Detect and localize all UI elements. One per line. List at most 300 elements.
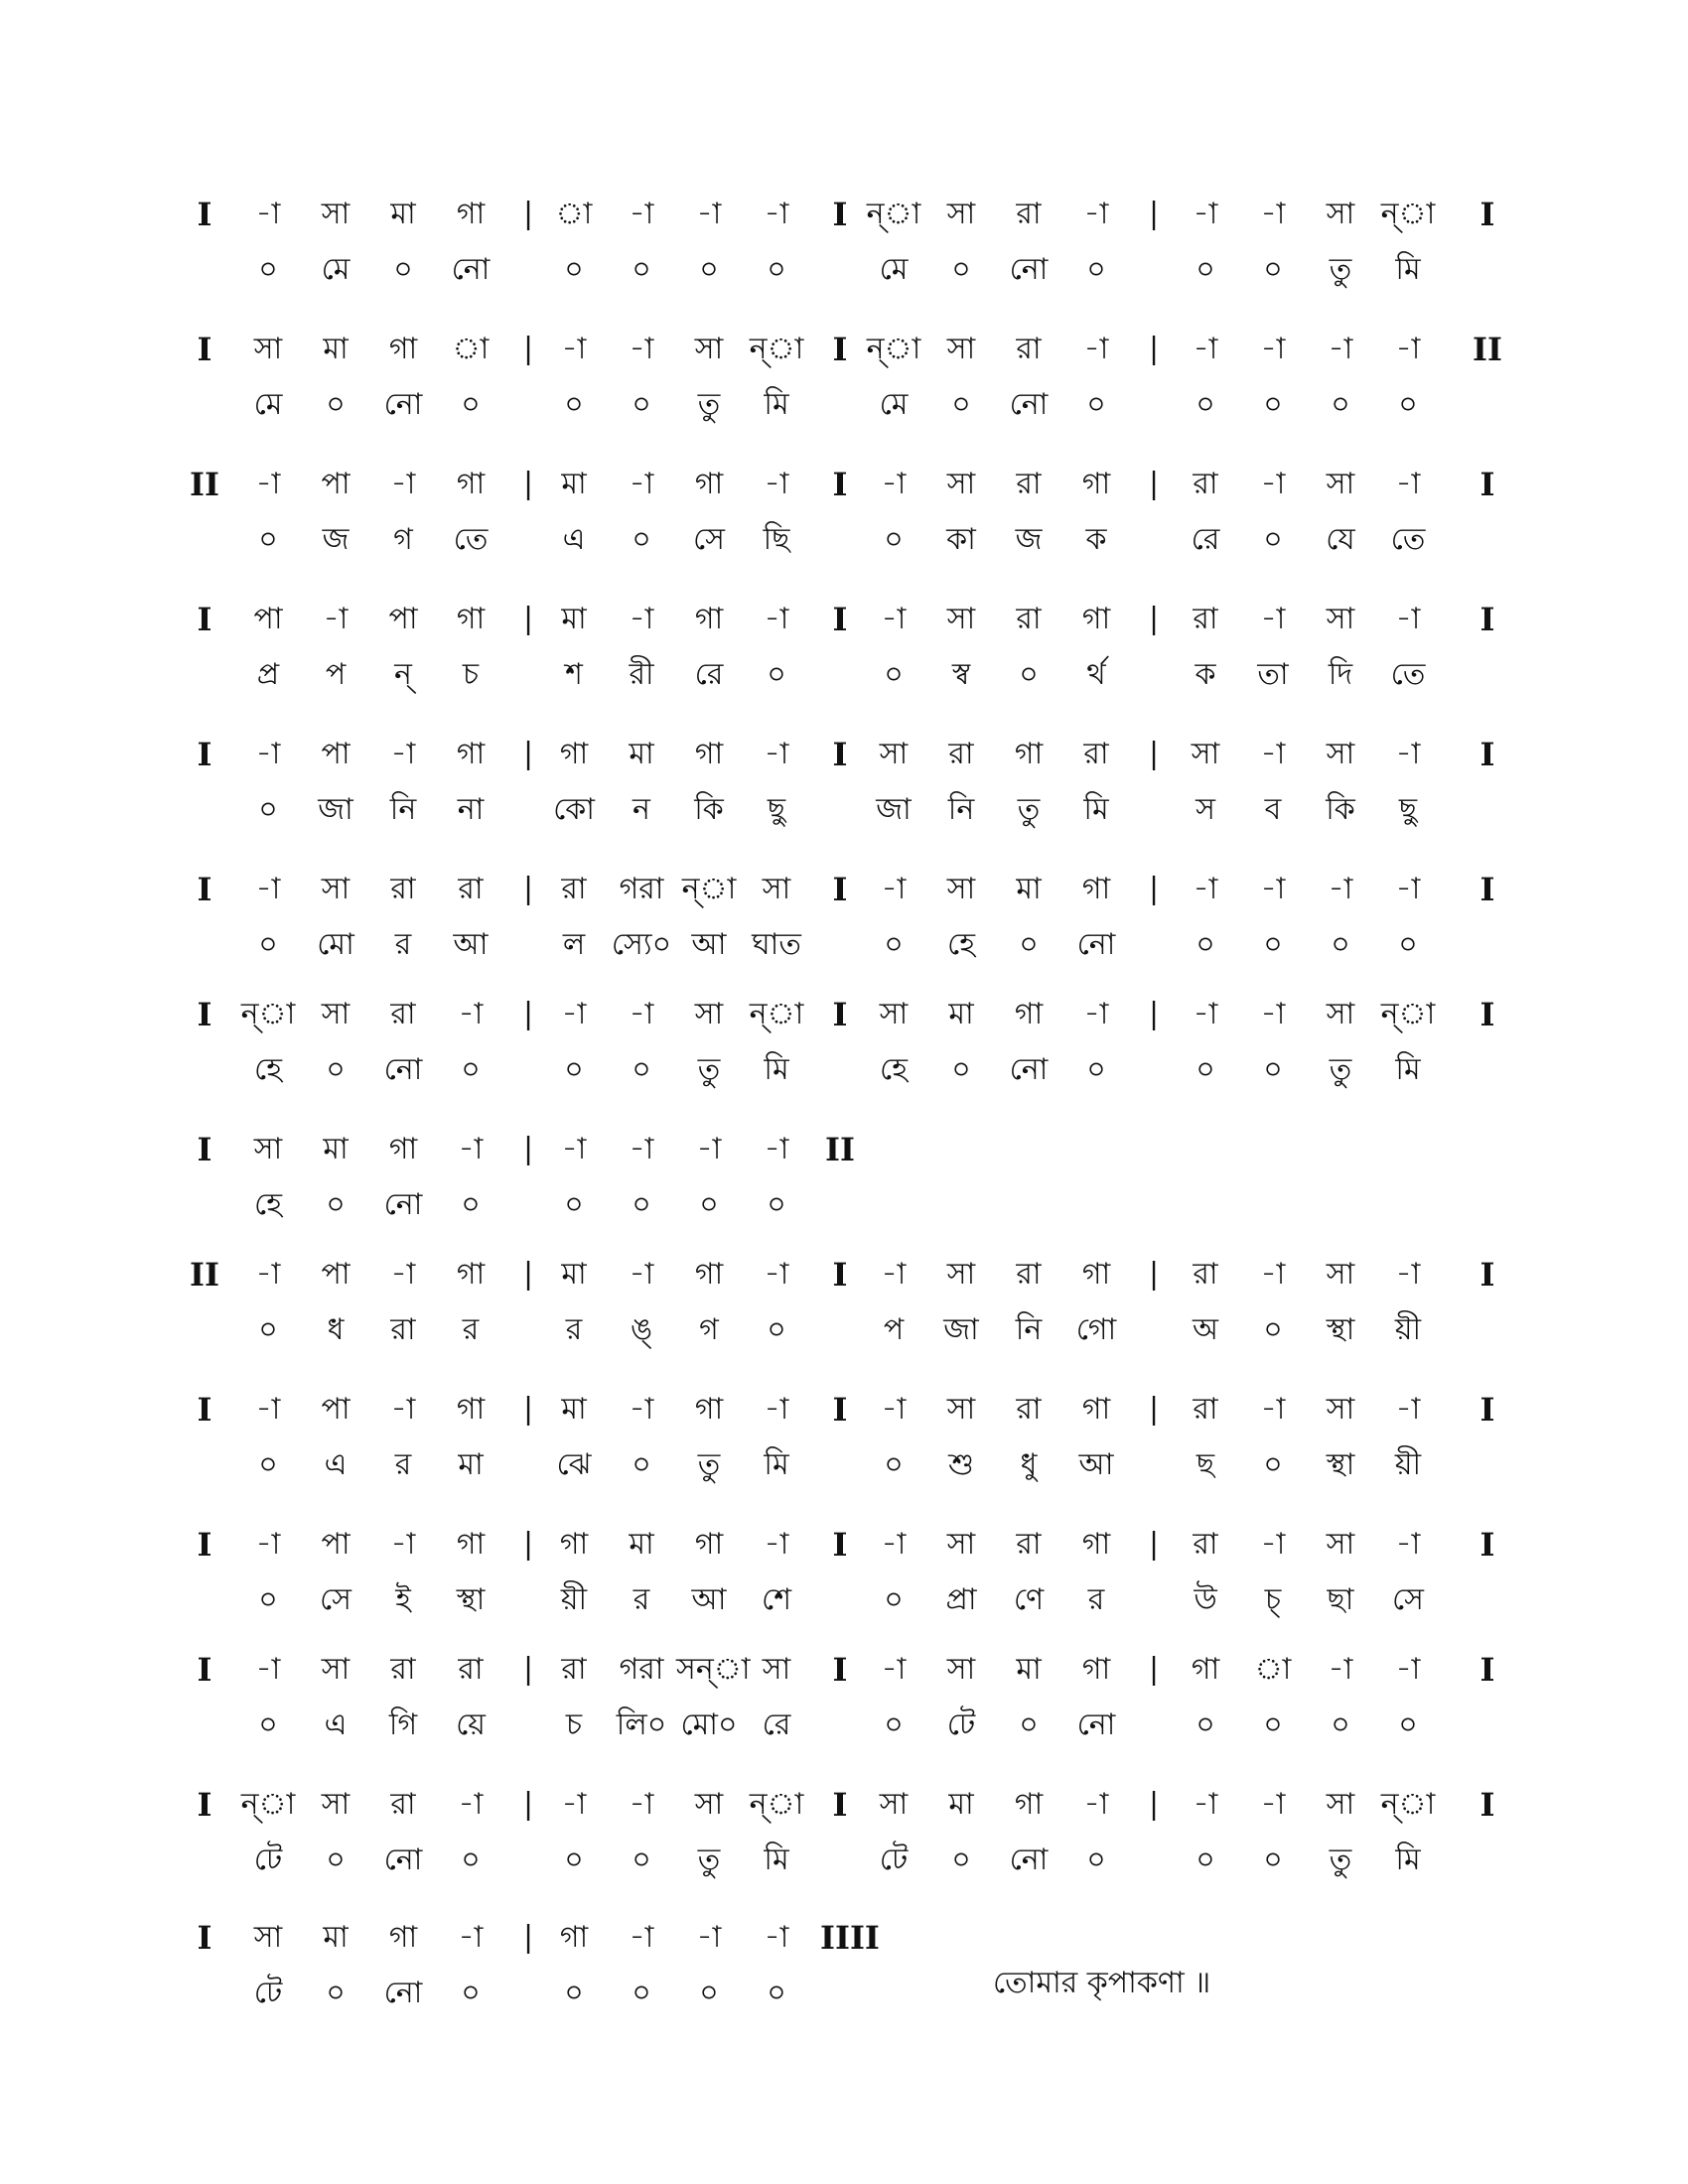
swara-note: -া xyxy=(255,1257,281,1292)
swara-note: রা xyxy=(1193,1392,1218,1427)
notation-system xyxy=(0,1257,1688,1376)
swara-note: সন্া xyxy=(676,1652,751,1687)
swara-note: সা xyxy=(946,1652,976,1687)
swara-note: রা xyxy=(1016,1527,1042,1562)
bar-line: I xyxy=(197,331,212,368)
swara-note: -া xyxy=(764,467,789,501)
lyric-syllable: ০ xyxy=(632,1447,651,1482)
swara-note: -া xyxy=(1260,602,1286,636)
lyric-syllable: নি xyxy=(1015,1312,1043,1347)
swara-note: সা xyxy=(1326,1257,1355,1292)
lyric-syllable: ০ xyxy=(1398,927,1418,962)
swara-note: -া xyxy=(390,1527,416,1562)
lyric-syllable: নো xyxy=(1009,252,1049,287)
bar-line: I xyxy=(832,466,848,503)
notation-system xyxy=(0,602,1688,721)
swara-note: -া xyxy=(1328,872,1353,906)
swara-note: -া xyxy=(1193,197,1218,231)
swara-note: মা xyxy=(561,1257,587,1292)
swara-note: -া xyxy=(255,467,281,501)
lyric-syllable: নো xyxy=(383,1976,423,2010)
lyric-syllable: রে xyxy=(1191,522,1220,557)
lyric-syllable: এ xyxy=(324,1707,348,1742)
swara-note: -া xyxy=(1395,1527,1421,1562)
lyric-syllable: তে xyxy=(1390,522,1426,557)
swara-note: ন্া xyxy=(1380,197,1436,231)
swara-note: -া xyxy=(1260,467,1286,501)
lyric-syllable: মি xyxy=(1395,1843,1421,1877)
notation-system xyxy=(0,197,1688,316)
lyric-syllable: হে xyxy=(947,927,975,962)
lyric-syllable: ০ xyxy=(1263,1707,1283,1742)
lyric-syllable: নো xyxy=(451,252,491,287)
lyric-syllable: নি xyxy=(947,792,975,827)
bar-line: I xyxy=(1479,871,1495,908)
lyric-syllable: নো xyxy=(1009,1052,1049,1087)
swara-note: সা xyxy=(946,1257,976,1292)
lyric-syllable: শে xyxy=(762,1582,791,1617)
swara-note: ন্া xyxy=(749,997,804,1031)
lyric-syllable: ল xyxy=(562,927,586,962)
swara-note: -া xyxy=(1260,1527,1286,1562)
swara-note: ন্া xyxy=(749,1787,804,1822)
swara-note: -া xyxy=(1260,737,1286,771)
swara-note: -া xyxy=(458,997,484,1031)
lyric-syllable: য়ী xyxy=(1394,1312,1422,1347)
lyric-syllable: ণে xyxy=(1013,1582,1045,1617)
swara-note: -া xyxy=(881,1652,907,1687)
lyric-syllable: ০ xyxy=(1331,1707,1350,1742)
lyric-syllable: ০ xyxy=(564,1052,584,1087)
swara-note: -া xyxy=(255,1527,281,1562)
notation-system xyxy=(0,1787,1688,1906)
lyric-syllable: ক xyxy=(1085,522,1107,557)
swara-note: া xyxy=(555,197,593,231)
swara-note: া xyxy=(1254,1652,1292,1687)
swara-note: গা xyxy=(1081,1527,1111,1562)
swara-note: সা xyxy=(946,332,976,366)
lyric-syllable: এ xyxy=(562,522,586,557)
swara-note: মা xyxy=(1016,1652,1042,1687)
swara-note: -া xyxy=(629,1392,654,1427)
swara-note: গা xyxy=(456,197,486,231)
lyric-syllable: মি xyxy=(764,1052,789,1087)
lyric-syllable: ০ xyxy=(1196,1843,1215,1877)
bar-line: I xyxy=(1479,1526,1495,1564)
swara-note: মা xyxy=(561,602,587,636)
lyric-syllable: ০ xyxy=(1086,387,1106,422)
swara-note: রা xyxy=(1193,602,1218,636)
swara-note: সা xyxy=(1326,1527,1355,1562)
swara-note: -া xyxy=(255,872,281,906)
lyric-syllable: ০ xyxy=(564,1976,584,2010)
swara-note: ন্া xyxy=(749,332,804,366)
lyric-syllable: ০ xyxy=(632,1976,651,2010)
swara-note: -া xyxy=(561,997,587,1031)
swara-note: -া xyxy=(629,1132,654,1166)
swara-note: গা xyxy=(694,467,724,501)
lyric-syllable: ০ xyxy=(258,927,278,962)
bar-line: I xyxy=(832,1526,848,1564)
lyric-syllable: ০ xyxy=(1019,657,1039,692)
swara-note: -া xyxy=(764,1920,789,1955)
swara-note: রা xyxy=(561,1652,587,1687)
notation-system xyxy=(0,467,1688,586)
lyric-syllable: জ xyxy=(1015,522,1043,557)
lyric-syllable: সে xyxy=(1392,1582,1424,1617)
swara-note: মা xyxy=(390,197,416,231)
swara-note: -া xyxy=(1395,1392,1421,1427)
lyric-syllable: ০ xyxy=(1196,387,1215,422)
swara-note: গা xyxy=(456,1257,486,1292)
lyric-syllable: ০ xyxy=(632,1187,651,1222)
swara-note: সা xyxy=(321,1652,351,1687)
swara-note: -া xyxy=(1083,197,1109,231)
lyric-syllable: ০ xyxy=(1196,1052,1215,1087)
swara-note: গা xyxy=(456,602,486,636)
bar-line: I xyxy=(1479,1651,1495,1689)
beat-divider: | xyxy=(522,1392,534,1427)
swara-note: -া xyxy=(696,197,722,231)
lyric-syllable: কি xyxy=(694,792,724,827)
swara-note: গা xyxy=(388,1920,418,1955)
lyric-syllable: ০ xyxy=(326,1052,346,1087)
swara-note: -া xyxy=(629,1257,654,1292)
swara-note: -া xyxy=(390,1257,416,1292)
swara-note: গা xyxy=(1081,1652,1111,1687)
swara-note: গা xyxy=(1014,997,1044,1031)
swara-note: -া xyxy=(764,602,789,636)
swara-note: গা xyxy=(456,737,486,771)
beat-divider: | xyxy=(1148,332,1160,366)
beat-divider: | xyxy=(522,1652,534,1687)
swara-note: -া xyxy=(390,467,416,501)
lyric-syllable: জা xyxy=(943,1312,979,1347)
lyric-syllable: চ xyxy=(462,657,480,692)
swara-note: রা xyxy=(1016,332,1042,366)
swara-note: -া xyxy=(458,1920,484,1955)
swara-note: গা xyxy=(694,737,724,771)
swara-note: মা xyxy=(323,1920,349,1955)
lyric-syllable: ০ xyxy=(699,252,719,287)
lyric-syllable: চ xyxy=(565,1707,583,1742)
swara-note: -া xyxy=(1260,1787,1286,1822)
lyric-syllable: স্থা xyxy=(1326,1447,1355,1482)
lyric-syllable: ০ xyxy=(1196,927,1215,962)
swara-note: গা xyxy=(388,1132,418,1166)
swara-note: সা xyxy=(946,872,976,906)
lyric-syllable: হে xyxy=(254,1052,282,1087)
lyric-syllable: ০ xyxy=(258,1707,278,1742)
lyric-syllable: য়ে xyxy=(456,1707,486,1742)
lyric-syllable: ০ xyxy=(258,252,278,287)
swara-note: -া xyxy=(1083,332,1109,366)
swara-note: রা xyxy=(390,1787,416,1822)
swara-note: -া xyxy=(390,1392,416,1427)
lyric-syllable: ০ xyxy=(564,252,584,287)
lyric-syllable: ঙ্ xyxy=(630,1312,652,1347)
swara-note: -া xyxy=(1083,1787,1109,1822)
bar-line: I xyxy=(197,736,212,773)
swara-note: রা xyxy=(1016,602,1042,636)
beat-divider: | xyxy=(1148,1652,1160,1687)
lyric-syllable: র xyxy=(1087,1582,1105,1617)
notation-system xyxy=(0,1527,1688,1646)
lyric-syllable: তা xyxy=(1257,657,1289,692)
swara-note: মা xyxy=(323,1132,349,1166)
swara-note: -া xyxy=(1260,872,1286,906)
swara-note: -া xyxy=(629,602,654,636)
lyric-syllable: ০ xyxy=(1331,927,1350,962)
bar-line: IIII xyxy=(820,1919,880,1957)
swara-note: গা xyxy=(1014,1787,1044,1822)
lyric-syllable: ই xyxy=(395,1582,411,1617)
lyric-syllable: র xyxy=(565,1312,583,1347)
swara-note: -া xyxy=(1395,1652,1421,1687)
swara-note: গা xyxy=(694,1257,724,1292)
lyric-syllable: এ xyxy=(324,1447,348,1482)
beat-divider: | xyxy=(522,197,534,231)
swara-note: -া xyxy=(1395,467,1421,501)
lyric-syllable: ০ xyxy=(461,1843,481,1877)
bar-line: I xyxy=(1479,1391,1495,1429)
notation-system xyxy=(0,332,1688,451)
lyric-syllable: প xyxy=(883,1312,905,1347)
bar-line: I xyxy=(197,1651,212,1689)
swara-note: রা xyxy=(1016,1392,1042,1427)
bar-line: I xyxy=(197,871,212,908)
lyric-syllable: শু xyxy=(948,1447,974,1482)
swara-note: -া xyxy=(881,1257,907,1292)
swara-note: গা xyxy=(1081,1392,1111,1427)
bar-line: I xyxy=(1479,1256,1495,1294)
bar-line: I xyxy=(197,1786,212,1824)
bar-line: II xyxy=(190,466,219,503)
lyric-syllable: মো xyxy=(317,927,354,962)
lyric-syllable: র xyxy=(633,1582,650,1617)
lyric-syllable: ০ xyxy=(1263,387,1283,422)
swara-note: সা xyxy=(694,997,724,1031)
swara-note: সা xyxy=(321,997,351,1031)
lyric-syllable: র xyxy=(394,927,412,962)
swara-note: পা xyxy=(253,602,283,636)
lyric-syllable: ০ xyxy=(564,387,584,422)
bar-line: I xyxy=(832,871,848,908)
lyric-syllable: ০ xyxy=(461,1052,481,1087)
lyric-syllable: ০ xyxy=(258,522,278,557)
swara-note: গা xyxy=(1014,737,1044,771)
swara-note: গা xyxy=(694,1527,724,1562)
beat-divider: | xyxy=(522,1787,534,1822)
lyric-syllable: ০ xyxy=(884,657,904,692)
lyric-syllable: স্ব xyxy=(951,657,971,692)
lyric-syllable: ০ xyxy=(884,1447,904,1482)
swara-note: -া xyxy=(881,467,907,501)
beat-divider: | xyxy=(1148,467,1160,501)
lyric-syllable: রে xyxy=(694,657,724,692)
swara-note: সা xyxy=(879,1787,909,1822)
lyric-syllable: ০ xyxy=(1196,1707,1215,1742)
lyric-syllable: ০ xyxy=(951,1052,971,1087)
lyric-syllable: লি০ xyxy=(616,1707,667,1742)
swara-note: সা xyxy=(946,1527,976,1562)
lyric-syllable: র্থ xyxy=(1086,657,1106,692)
swara-note: গা xyxy=(456,1392,486,1427)
lyric-syllable: ব xyxy=(1264,792,1282,827)
swara-note: -া xyxy=(764,1132,789,1166)
lyric-syllable: ০ xyxy=(461,1976,481,2010)
beat-divider: | xyxy=(522,737,534,771)
swara-note: সা xyxy=(321,197,351,231)
lyric-syllable: শ xyxy=(565,657,583,692)
swara-note: পা xyxy=(321,1257,351,1292)
lyric-syllable: নো xyxy=(383,1843,423,1877)
lyric-syllable: ০ xyxy=(1263,927,1283,962)
lyric-syllable: মে xyxy=(253,387,283,422)
lyric-syllable: য়ী xyxy=(1394,1447,1422,1482)
swara-note: গা xyxy=(1081,467,1111,501)
bar-line: II xyxy=(190,1256,219,1294)
lyric-syllable: গ xyxy=(699,1312,719,1347)
swara-note: গা xyxy=(694,1392,724,1427)
lyric-syllable: চ্ xyxy=(1264,1582,1282,1617)
swara-note: গা xyxy=(559,1527,589,1562)
lyric-syllable: ০ xyxy=(1263,1052,1283,1087)
lyric-syllable: রা xyxy=(390,1312,416,1347)
lyric-syllable: সে xyxy=(320,1582,352,1617)
swara-note: -া xyxy=(881,602,907,636)
swara-note: া xyxy=(452,332,490,366)
swara-note: সা xyxy=(1326,737,1355,771)
lyric-syllable: ০ xyxy=(767,1187,786,1222)
lyric-syllable: তু xyxy=(697,387,721,422)
swara-note: -া xyxy=(629,197,654,231)
lyric-syllable: ০ xyxy=(767,1312,786,1347)
lyric-syllable: ০ xyxy=(461,1187,481,1222)
lyric-syllable: হে xyxy=(880,1052,908,1087)
swara-note: -া xyxy=(255,1652,281,1687)
swara-note: মা xyxy=(1016,872,1042,906)
lyric-syllable: ০ xyxy=(393,252,413,287)
lyric-syllable: মি xyxy=(1395,252,1421,287)
swara-note: রা xyxy=(458,872,484,906)
lyric-syllable: ০ xyxy=(1263,1447,1283,1482)
lyric-syllable: নো xyxy=(1076,927,1116,962)
bar-line: I xyxy=(1479,196,1495,233)
swara-note: রা xyxy=(1083,737,1109,771)
lyric-syllable: ০ xyxy=(1398,387,1418,422)
notation-system xyxy=(0,1652,1688,1771)
swara-note: রা xyxy=(1193,1527,1218,1562)
swara-note: মা xyxy=(561,1392,587,1427)
swara-note: সা xyxy=(946,1392,976,1427)
swara-note: ন্া xyxy=(866,332,921,366)
beat-divider: | xyxy=(522,1257,534,1292)
beat-divider: | xyxy=(1148,737,1160,771)
lyric-syllable: ০ xyxy=(1263,252,1283,287)
lyric-syllable: স্থা xyxy=(1326,1312,1355,1347)
swara-note: মা xyxy=(629,1527,654,1562)
lyric-syllable: তু xyxy=(1329,1843,1352,1877)
lyric-syllable: ছু xyxy=(1398,792,1418,827)
lyric-syllable: ০ xyxy=(884,1707,904,1742)
beat-divider: | xyxy=(522,332,534,366)
song-caption: তোমার কৃপাকণা ॥ xyxy=(993,1966,1211,2000)
lyric-syllable: ০ xyxy=(258,1447,278,1482)
lyric-syllable: ০ xyxy=(951,1843,971,1877)
lyric-syllable: মি xyxy=(764,1447,789,1482)
lyric-syllable: নি xyxy=(389,792,417,827)
lyric-syllable: ছি xyxy=(763,522,790,557)
swara-note: -া xyxy=(696,1132,722,1166)
swara-note: সা xyxy=(946,197,976,231)
lyric-syllable: মে xyxy=(879,252,909,287)
swara-note: গা xyxy=(1081,1257,1111,1292)
swara-note: -া xyxy=(1395,602,1421,636)
bar-line: I xyxy=(197,1391,212,1429)
swara-note: -া xyxy=(561,1787,587,1822)
lyric-syllable: না xyxy=(457,792,485,827)
lyric-syllable: ০ xyxy=(1263,1843,1283,1877)
beat-divider: | xyxy=(522,1527,534,1562)
lyric-syllable: ০ xyxy=(699,1976,719,2010)
lyric-syllable: ০ xyxy=(326,1976,346,2010)
lyric-syllable: স্থা xyxy=(456,1582,486,1617)
swara-note: -া xyxy=(764,1392,789,1427)
swara-note: গা xyxy=(456,1527,486,1562)
lyric-syllable: ০ xyxy=(1263,1312,1283,1347)
lyric-syllable: প্র xyxy=(256,657,280,692)
swara-note: -া xyxy=(629,997,654,1031)
swara-note: গা xyxy=(1081,872,1111,906)
lyric-syllable: মি xyxy=(1395,1052,1421,1087)
lyric-syllable: ০ xyxy=(326,1187,346,1222)
swara-note: -া xyxy=(1395,332,1421,366)
swara-note: মা xyxy=(629,737,654,771)
swara-note: রা xyxy=(1193,1257,1218,1292)
lyric-syllable: স্যে০ xyxy=(611,927,672,962)
swara-note: -া xyxy=(629,332,654,366)
bar-line: II xyxy=(825,1131,855,1168)
swara-note: সা xyxy=(321,1787,351,1822)
swara-note: গা xyxy=(1081,602,1111,636)
lyric-syllable: তু xyxy=(697,1052,721,1087)
notation-system xyxy=(0,1920,1688,2039)
swara-note: -া xyxy=(764,197,789,231)
swara-note: গা xyxy=(456,467,486,501)
bar-line: I xyxy=(1479,1786,1495,1824)
lyric-syllable: ০ xyxy=(632,252,651,287)
swara-note: ন্া xyxy=(1380,997,1436,1031)
lyric-syllable: নো xyxy=(1009,1843,1049,1877)
swara-note: সা xyxy=(1326,1787,1355,1822)
swara-note: -া xyxy=(390,737,416,771)
swara-note: মা xyxy=(948,1787,974,1822)
lyric-syllable: টে xyxy=(946,1707,976,1742)
swara-note: -া xyxy=(881,1527,907,1562)
swara-note: গা xyxy=(694,602,724,636)
lyric-syllable: সে xyxy=(693,522,725,557)
swara-note: -া xyxy=(764,1257,789,1292)
swara-note: পা xyxy=(321,467,351,501)
swara-note: ন্া xyxy=(1380,1787,1436,1822)
lyric-syllable: অ xyxy=(1193,1312,1218,1347)
swara-note: রা xyxy=(1016,467,1042,501)
beat-divider: | xyxy=(522,467,534,501)
lyric-syllable: ০ xyxy=(326,1843,346,1877)
swara-note: -া xyxy=(629,467,654,501)
swara-note: -া xyxy=(629,1787,654,1822)
